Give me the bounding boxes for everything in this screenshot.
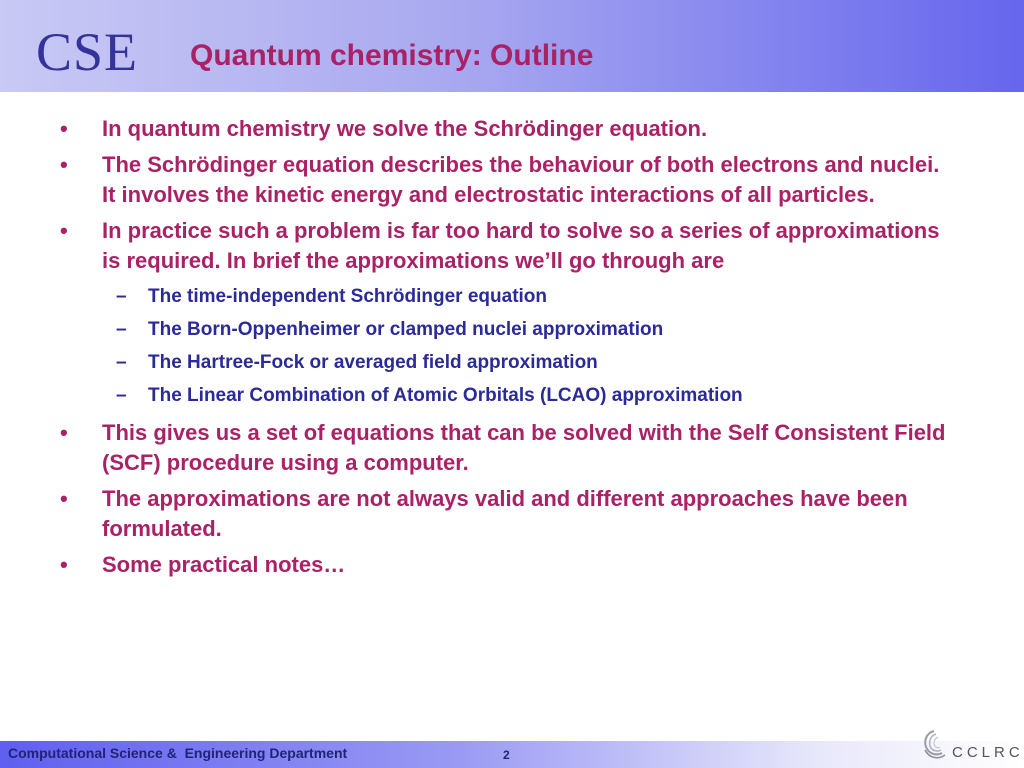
bullet-item — [56, 550, 956, 580]
header-bar — [0, 0, 1024, 92]
bullet-item — [56, 114, 956, 144]
bullet-text: The Schrödinger equation describes the behaviour of both electrons and nuclei. It involves the kinetic energy and electrostatic interactions of all particles. — [102, 152, 940, 207]
bullet-marker: • — [60, 218, 68, 243]
bullet-text: Some practical notes… — [102, 552, 346, 577]
footer-bar — [0, 741, 1024, 768]
bullet-list — [56, 114, 956, 586]
sub-bullet-item — [102, 313, 956, 346]
sub-bullet-marker: – — [116, 286, 127, 307]
sub-bullet-text: The time-independent Schrödinger equation — [148, 286, 548, 307]
bullet-marker: • — [60, 552, 68, 577]
sub-bullet-marker: – — [116, 319, 127, 340]
bullet-item — [56, 418, 956, 478]
department-name: Computational Science & Engineering Department — [8, 745, 348, 761]
swirl-icon — [920, 728, 948, 762]
bullet-text: In quantum chemistry we solve the Schrödinger equation. — [102, 116, 708, 141]
page-number: 2 — [503, 748, 510, 762]
sub-bullet-text: The Born-Oppenheimer or clamped nuclei approximation — [148, 319, 664, 340]
sub-bullet-marker: – — [116, 352, 127, 373]
org-logo-text: CCLRC — [952, 744, 1024, 761]
cse-logo: CSE — [36, 22, 139, 82]
bullet-item — [56, 484, 956, 544]
bullet-marker: • — [60, 152, 68, 177]
sub-bullet-item — [102, 346, 956, 379]
slide-title: Quantum chemistry: Outline — [190, 39, 594, 72]
bullet-text: This gives us a set of equations that can be solved with the Self Consistent Field (SCF) procedure using a computer. — [102, 420, 946, 475]
sub-bullet-marker: – — [116, 385, 127, 406]
bullet-item — [56, 216, 956, 412]
sub-bullet-item — [102, 280, 956, 313]
bullet-marker: • — [60, 486, 68, 511]
sub-bullet-text: The Linear Combination of Atomic Orbitals (LCAO) approximation — [148, 385, 743, 406]
bullet-text: The approximations are not always valid and different approaches have been formulated. — [102, 486, 908, 541]
bullet-item — [56, 150, 956, 210]
bullet-marker: • — [60, 420, 68, 445]
sub-bullet-text: The Hartree-Fock or averaged field approximation — [148, 352, 598, 373]
bullet-marker: • — [60, 116, 68, 141]
sub-bullet-list — [102, 280, 956, 412]
sub-bullet-item — [102, 379, 956, 412]
cclrc-logo — [920, 728, 1024, 768]
bullet-text: In practice such a problem is far too hard to solve so a series of approximations is required. In brief the approximations we’ll go through are — [102, 218, 940, 273]
